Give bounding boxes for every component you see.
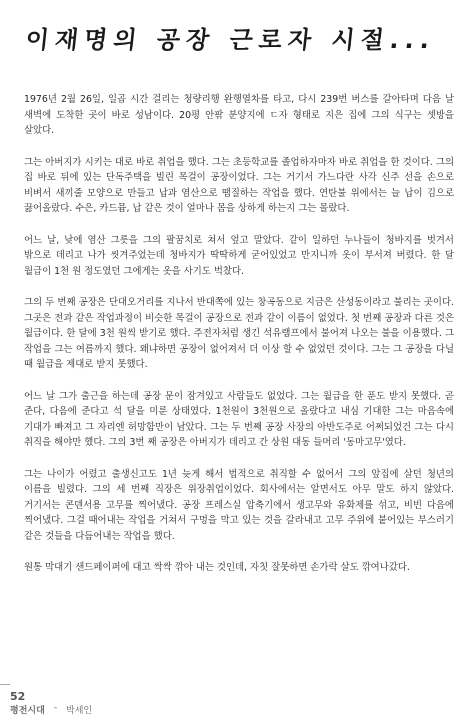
page-footer: [10, 690, 130, 716]
paragraph: 그는 아버지가 시키는 대로 바로 취업을 했다. 그는 초등학교를 졸업하자마자 바로 취업을 한 것이다. 그의 집 바로 뒤에 있는 단독주택을 빌린 목걸이 공장이었다. 그는 거기서 가느다란 사각 신주 선을 손으로 비벼서 새끼줄 모양으로 만들고 납과 염산으로 땜질하는 작업을 했다. 연탄불 위에서는 늘 납이 김으로 끓어올랐다. 수은, 카드뮴, 납 같은 것이 얼마나 몸을 상하게 하는지 그는 몰랐다.: [24, 156, 454, 214]
paragraph: 어느 날 그가 출근을 하는데 공장 문이 잠겨있고 사람들도 없었다. 그는 월급을 한 푼도 받지 못했다. 곧 준다, 다음에 준다고 석 달을 미룬 상태였다. 1천원이 3천원으로 올랐다고 내심 기대한 그는 마음속에 기대가 빠져고 그 자리엔 허망함만이 남았다. 그는 두 번째 공장 사장의 아반도주로 어쩌되었건 그는 다시 취직을 해야만 했다. 그의 3번 째 공장은 아버지가 데리고 간 상원 대동 들머리 '동마고무'였다.: [24, 390, 454, 448]
paragraph: 그의 두 번째 공장은 단대오거리를 지나서 반대쪽에 있는 창곡동으로 지금은 산성동이라고 불리는 곳이다. 그곳은 전과 같은 작업과정이 비슷한 목걸이 공장으로 전과 같이 이름이 없었다. 첫 번째 공장과 다른 것은 월급이다. 한 달에 3천 원씩 받기로 했다. 주전자처럼 생긴 석유램프에서 불어져 나오는 불을 이용했다. 그 작업을 그는 여름까지 했다. 왜냐하면 공장이 없어져서 더 이상 할 수 없었던 것이다. 그는 그 공장을 다닐 때 월급을 제대로 받지 못했다.: [24, 297, 454, 370]
author-name: 박세인: [66, 706, 93, 716]
series-title: 평전시대: [10, 706, 45, 716]
paragraph: 원통 막대기 샌드페이퍼에 대고 싹싹 깎아 내는 것인데, 자칫 잘못하면 손가락 살도 깎여나갔다.: [24, 562, 410, 573]
paragraph: 어느 날, 낮에 염산 그릇을 그의 팔꿈치로 쳐서 엎고 말았다. 같이 일하던 누나들이 청바지를 벗겨서 밖으로 데리고 나가 씻겨주었는데 청바지가 딱딱하게 굳어있었고 만지니까 옷이 부서져 버렸다. 한 달 월급이 1천 원 정도였던 그에게는 옷을 사기도 벅찼다.: [24, 234, 454, 277]
article-body: [24, 92, 454, 592]
footer-rule: [0, 684, 10, 691]
page-title: 이재명의 공장 근로자 시절...: [24, 26, 437, 54]
page-number: 52: [10, 690, 26, 703]
footer-separator: -: [54, 703, 58, 713]
paragraph: 그는 나이가 어렸고 출생신고도 1년 늦게 해서 법적으로 취직할 수 없어서 그의 앞집에 살던 청년의 이름을 빌렸다. 그의 세 번째 직장은 위장취업이었다. 회사에서는 알면서도 아무 말도 하지 않았다. 거기서는 콘덴서용 고무를 찍어냈다. 공장 프레스실 압축기에서 생고무와 유화제를 섞고, 비빈 다음에 찍어냈다. 그걸 때어내는 작업을 거쳐서 구멍을 막고 있는 것을 갈라내고 고무 주위에 붙어있는 부스러기 같은 것들을 다듬어내는 작업을 했다.: [24, 468, 454, 542]
paragraph: 1976년 2월 26일, 일곱 시간 걸리는 청량리행 완행열차를 타고, 다시 239번 버스를 갈아타며 다음 날 새벽에 도착한 곳이 바로 성남이다. 20평 안팎 분양지에 ㄷ자 형태로 지은 집에 그의 식구는 셋방을 살았다.: [24, 94, 454, 136]
